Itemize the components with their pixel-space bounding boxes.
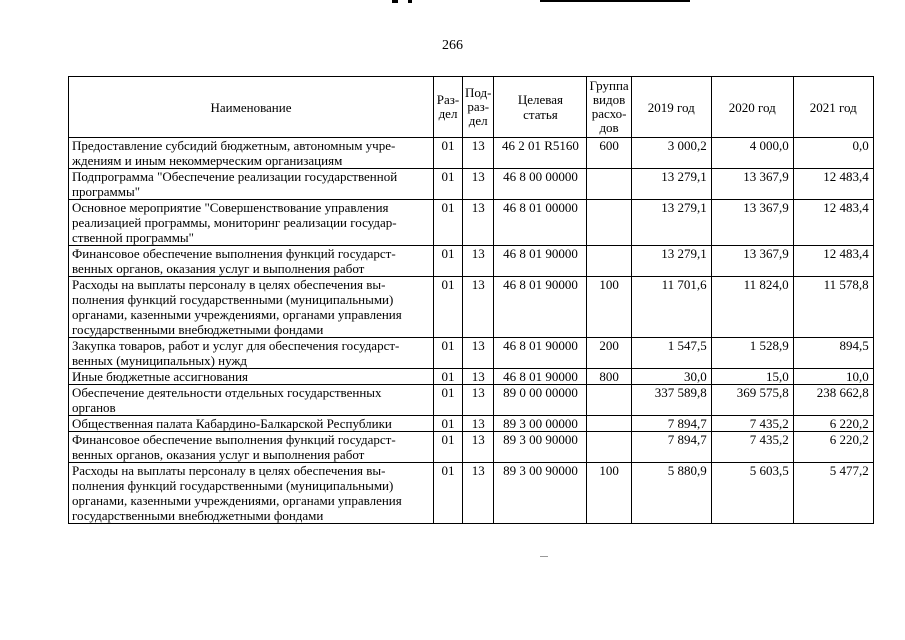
row-2021-cell: 6 220,2 <box>793 432 873 463</box>
row-target-cell: 89 3 00 90000 <box>494 432 587 463</box>
row-2020-cell: 15,0 <box>711 369 793 385</box>
row-2020-cell: 13 367,9 <box>711 246 793 277</box>
row-subsection-cell: 13 <box>463 138 494 169</box>
row-subsection-cell: 13 <box>463 169 494 200</box>
col-header-2020: 2020 год <box>711 77 793 138</box>
row-section-cell: 01 <box>434 432 463 463</box>
row-group-cell: 100 <box>587 463 631 524</box>
row-group-cell: 800 <box>587 369 631 385</box>
table-row <box>69 200 874 246</box>
table-row <box>69 369 874 385</box>
row-target-cell: 46 8 00 00000 <box>494 169 587 200</box>
row-section-cell: 01 <box>434 200 463 246</box>
page-top-rule <box>540 0 690 2</box>
row-group-cell: 200 <box>587 338 631 369</box>
row-name-cell: Финансовое обеспечение выполнения функций государст- венных органов, оказания услуг и выполнения работ <box>69 432 434 463</box>
row-section-cell: 01 <box>434 277 463 338</box>
page-number: 266 <box>442 38 463 53</box>
scan-mark <box>540 556 548 557</box>
page-top-fragment <box>408 0 412 3</box>
table-row <box>69 432 874 463</box>
row-group-cell <box>587 169 631 200</box>
row-2019-cell: 13 279,1 <box>631 169 711 200</box>
table-row <box>69 416 874 432</box>
row-target-cell: 89 3 00 00000 <box>494 416 587 432</box>
row-name-cell: Расходы на выплаты персоналу в целях обеспечения вы- полнения функций государственными (муниципальными) органами, казенными учреждениями, органами управления государственными внебюджетными фондами <box>69 277 434 338</box>
table-row <box>69 277 874 338</box>
budget-table <box>68 76 874 524</box>
row-2021-cell: 894,5 <box>793 338 873 369</box>
row-2021-cell: 12 483,4 <box>793 200 873 246</box>
row-subsection-cell: 13 <box>463 277 494 338</box>
page-top-fragment <box>392 0 398 3</box>
row-section-cell: 01 <box>434 369 463 385</box>
row-2019-cell: 5 880,9 <box>631 463 711 524</box>
col-header-2019: 2019 год <box>631 77 711 138</box>
row-2019-cell: 337 589,8 <box>631 385 711 416</box>
row-2020-cell: 11 824,0 <box>711 277 793 338</box>
table-row <box>69 385 874 416</box>
row-section-cell: 01 <box>434 246 463 277</box>
row-2021-cell: 10,0 <box>793 369 873 385</box>
row-target-cell: 46 8 01 90000 <box>494 369 587 385</box>
col-header-subsection: Под- раз- дел <box>463 77 494 138</box>
row-2020-cell: 13 367,9 <box>711 200 793 246</box>
row-subsection-cell: 13 <box>463 246 494 277</box>
col-header-2021: 2021 год <box>793 77 873 138</box>
row-name-cell: Обеспечение деятельности отдельных государственных органов <box>69 385 434 416</box>
row-subsection-cell: 13 <box>463 432 494 463</box>
row-name-cell: Иные бюджетные ассигнования <box>69 369 434 385</box>
row-group-cell <box>587 416 631 432</box>
row-section-cell: 01 <box>434 416 463 432</box>
row-target-cell: 46 2 01 R5160 <box>494 138 587 169</box>
row-section-cell: 01 <box>434 169 463 200</box>
row-target-cell: 46 8 01 90000 <box>494 246 587 277</box>
row-section-cell: 01 <box>434 463 463 524</box>
row-group-cell <box>587 432 631 463</box>
col-header-section: Раз- дел <box>434 77 463 138</box>
table-row <box>69 246 874 277</box>
row-2019-cell: 1 547,5 <box>631 338 711 369</box>
row-2021-cell: 12 483,4 <box>793 169 873 200</box>
row-name-cell: Расходы на выплаты персоналу в целях обеспечения вы- полнения функций государственными (муниципальными) органами, казенными учреждениями, органами управления государственными внебюджетными фондами <box>69 463 434 524</box>
row-group-cell: 600 <box>587 138 631 169</box>
row-2020-cell: 13 367,9 <box>711 169 793 200</box>
col-header-target: Целевая статья <box>494 77 587 138</box>
row-target-cell: 89 0 00 00000 <box>494 385 587 416</box>
col-header-group: Группа видов расхо- дов <box>587 77 631 138</box>
row-2019-cell: 11 701,6 <box>631 277 711 338</box>
row-2019-cell: 3 000,2 <box>631 138 711 169</box>
row-subsection-cell: 13 <box>463 385 494 416</box>
row-target-cell: 46 8 01 90000 <box>494 277 587 338</box>
row-name-cell: Закупка товаров, работ и услуг для обеспечения государст- венных (муниципальных) нужд <box>69 338 434 369</box>
row-2020-cell: 1 528,9 <box>711 338 793 369</box>
row-2021-cell: 11 578,8 <box>793 277 873 338</box>
row-subsection-cell: 13 <box>463 416 494 432</box>
col-header-name: Наименование <box>69 77 434 138</box>
row-name-cell: Финансовое обеспечение выполнения функций государст- венных органов, оказания услуг и выполнения работ <box>69 246 434 277</box>
row-name-cell: Предоставление субсидий бюджетным, автономным учре- ждениям и иным некоммерческим организациям <box>69 138 434 169</box>
row-target-cell: 89 3 00 90000 <box>494 463 587 524</box>
row-group-cell <box>587 200 631 246</box>
table-row <box>69 169 874 200</box>
row-group-cell <box>587 385 631 416</box>
row-2021-cell: 5 477,2 <box>793 463 873 524</box>
row-subsection-cell: 13 <box>463 338 494 369</box>
row-2019-cell: 7 894,7 <box>631 432 711 463</box>
row-target-cell: 46 8 01 00000 <box>494 200 587 246</box>
row-2019-cell: 7 894,7 <box>631 416 711 432</box>
row-group-cell: 100 <box>587 277 631 338</box>
row-name-cell: Основное мероприятие "Совершенствование управления реализацией программы, мониторинг реализации государ- ственной программы" <box>69 200 434 246</box>
row-2021-cell: 12 483,4 <box>793 246 873 277</box>
row-2020-cell: 7 435,2 <box>711 416 793 432</box>
row-2019-cell: 13 279,1 <box>631 246 711 277</box>
row-2020-cell: 4 000,0 <box>711 138 793 169</box>
row-2019-cell: 13 279,1 <box>631 200 711 246</box>
row-2020-cell: 7 435,2 <box>711 432 793 463</box>
row-2020-cell: 5 603,5 <box>711 463 793 524</box>
table-header-row <box>69 77 874 138</box>
row-2021-cell: 238 662,8 <box>793 385 873 416</box>
table-row <box>69 138 874 169</box>
row-group-cell <box>587 246 631 277</box>
table-row <box>69 338 874 369</box>
row-subsection-cell: 13 <box>463 463 494 524</box>
row-section-cell: 01 <box>434 138 463 169</box>
row-subsection-cell: 13 <box>463 200 494 246</box>
row-target-cell: 46 8 01 90000 <box>494 338 587 369</box>
row-name-cell: Общественная палата Кабардино-Балкарской Республики <box>69 416 434 432</box>
table-row <box>69 463 874 524</box>
row-2021-cell: 6 220,2 <box>793 416 873 432</box>
row-section-cell: 01 <box>434 338 463 369</box>
row-2021-cell: 0,0 <box>793 138 873 169</box>
row-2019-cell: 30,0 <box>631 369 711 385</box>
row-subsection-cell: 13 <box>463 369 494 385</box>
row-2020-cell: 369 575,8 <box>711 385 793 416</box>
row-name-cell: Подпрограмма "Обеспечение реализации государственной программы" <box>69 169 434 200</box>
row-section-cell: 01 <box>434 385 463 416</box>
